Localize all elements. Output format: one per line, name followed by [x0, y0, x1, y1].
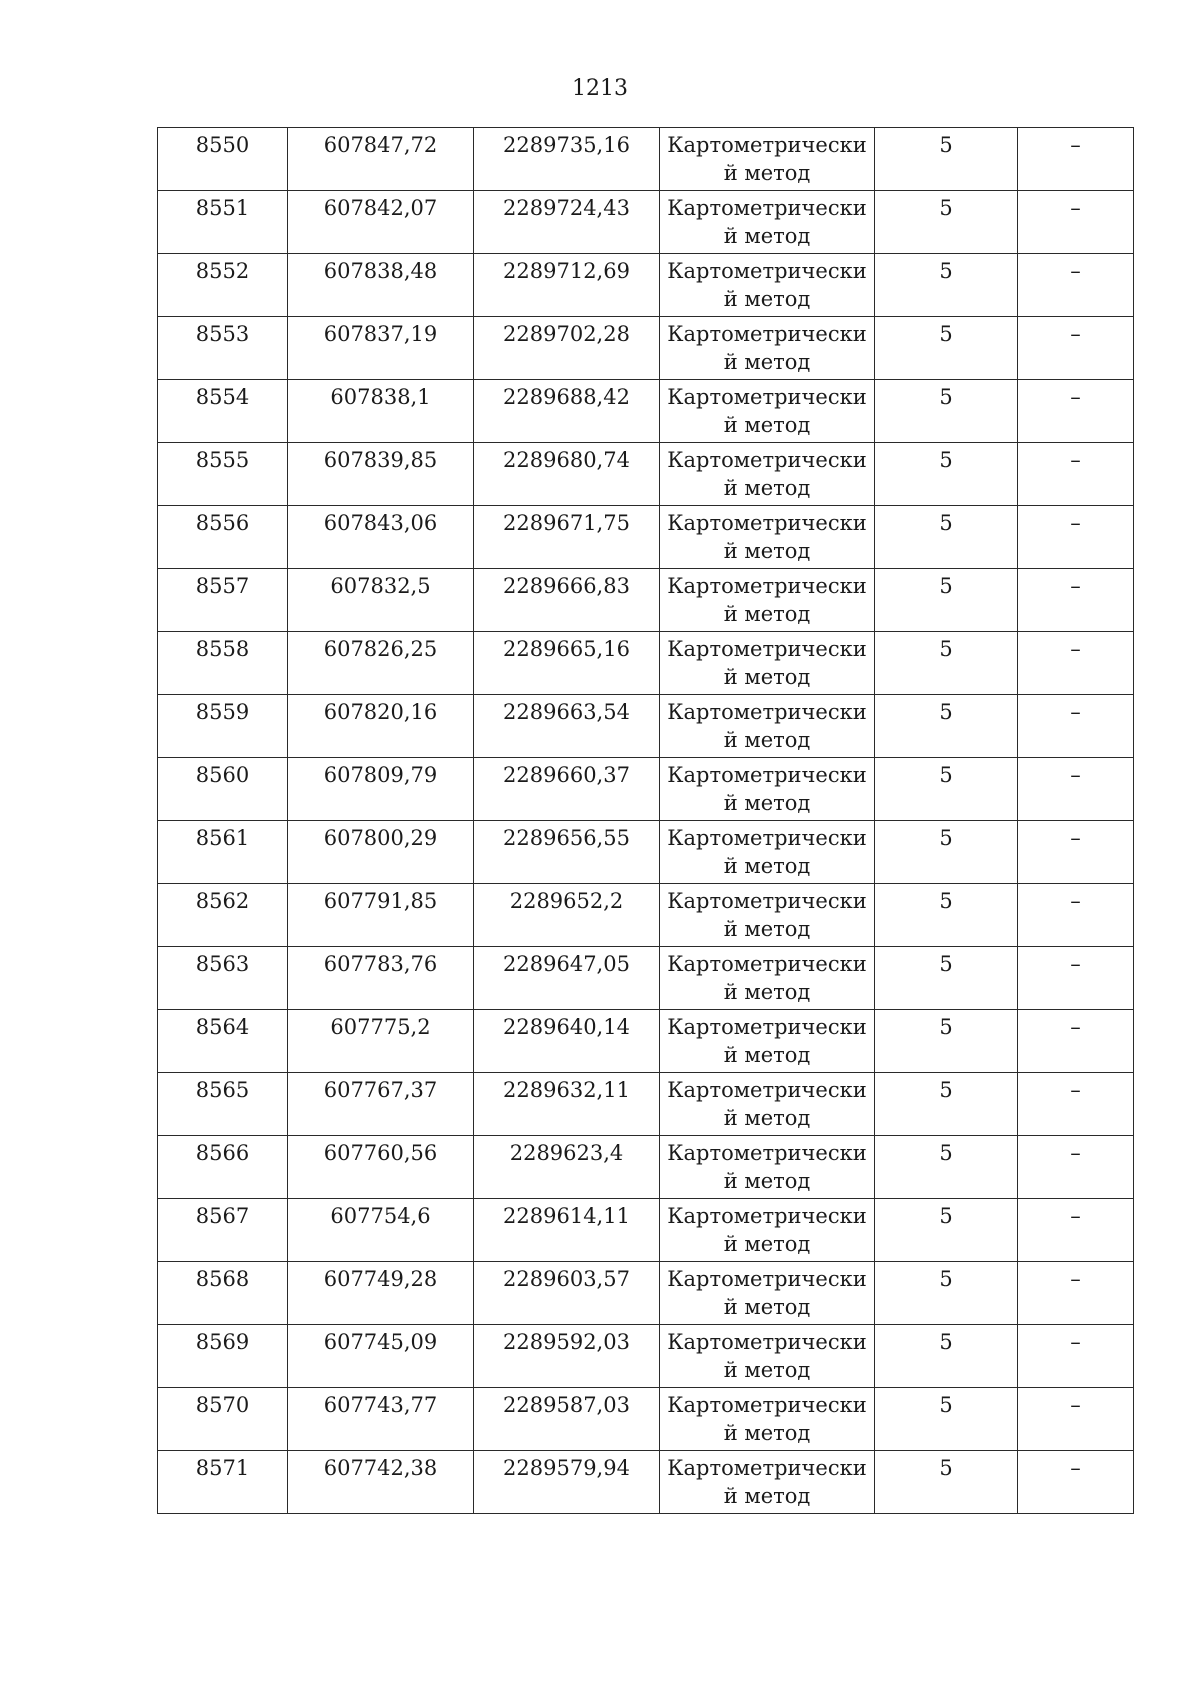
x-coordinate-cell: 607847,72 — [288, 128, 474, 191]
description-cell: – — [1018, 128, 1134, 191]
method-cell: Картометрически й метод — [660, 884, 875, 947]
table-row — [158, 1451, 1134, 1514]
method-cell: Картометрически й метод — [660, 758, 875, 821]
description-cell: – — [1018, 569, 1134, 632]
x-coordinate-cell: 607754,6 — [288, 1199, 474, 1262]
y-coordinate-cell: 2289724,43 — [474, 191, 660, 254]
x-coordinate-cell: 607791,85 — [288, 884, 474, 947]
x-coordinate-cell: 607842,07 — [288, 191, 474, 254]
table-row — [158, 1388, 1134, 1451]
table-row — [158, 884, 1134, 947]
y-coordinate-cell: 2289579,94 — [474, 1451, 660, 1514]
y-coordinate-cell: 2289603,57 — [474, 1262, 660, 1325]
accuracy-cell: 5 — [875, 506, 1018, 569]
table-row — [158, 1325, 1134, 1388]
accuracy-cell: 5 — [875, 1325, 1018, 1388]
point-number-cell: 8566 — [158, 1136, 288, 1199]
point-number-cell: 8556 — [158, 506, 288, 569]
x-coordinate-cell: 607743,77 — [288, 1388, 474, 1451]
x-coordinate-cell: 607809,79 — [288, 758, 474, 821]
y-coordinate-cell: 2289688,42 — [474, 380, 660, 443]
table-row — [158, 128, 1134, 191]
point-number-cell: 8564 — [158, 1010, 288, 1073]
point-number-cell: 8557 — [158, 569, 288, 632]
point-number-cell: 8570 — [158, 1388, 288, 1451]
table-row — [158, 1136, 1134, 1199]
description-cell: – — [1018, 1262, 1134, 1325]
accuracy-cell: 5 — [875, 695, 1018, 758]
table-row — [158, 317, 1134, 380]
method-cell: Картометрически й метод — [660, 1262, 875, 1325]
point-number-cell: 8569 — [158, 1325, 288, 1388]
point-number-cell: 8568 — [158, 1262, 288, 1325]
point-number-cell: 8554 — [158, 380, 288, 443]
method-cell: Картометрически й метод — [660, 380, 875, 443]
description-cell: – — [1018, 947, 1134, 1010]
table-row — [158, 821, 1134, 884]
y-coordinate-cell: 2289623,4 — [474, 1136, 660, 1199]
table-row — [158, 632, 1134, 695]
x-coordinate-cell: 607745,09 — [288, 1325, 474, 1388]
accuracy-cell: 5 — [875, 947, 1018, 1010]
accuracy-cell: 5 — [875, 1388, 1018, 1451]
point-number-cell: 8550 — [158, 128, 288, 191]
y-coordinate-cell: 2289592,03 — [474, 1325, 660, 1388]
x-coordinate-cell: 607826,25 — [288, 632, 474, 695]
table-row — [158, 1073, 1134, 1136]
y-coordinate-cell: 2289671,75 — [474, 506, 660, 569]
x-coordinate-cell: 607820,16 — [288, 695, 474, 758]
method-cell: Картометрически й метод — [660, 1073, 875, 1136]
description-cell: – — [1018, 1073, 1134, 1136]
table-row — [158, 569, 1134, 632]
x-coordinate-cell: 607775,2 — [288, 1010, 474, 1073]
accuracy-cell: 5 — [875, 1010, 1018, 1073]
description-cell: – — [1018, 1010, 1134, 1073]
point-number-cell: 8562 — [158, 884, 288, 947]
y-coordinate-cell: 2289702,28 — [474, 317, 660, 380]
x-coordinate-cell: 607839,85 — [288, 443, 474, 506]
x-coordinate-cell: 607783,76 — [288, 947, 474, 1010]
table-row — [158, 695, 1134, 758]
method-cell: Картометрически й метод — [660, 1451, 875, 1514]
accuracy-cell: 5 — [875, 821, 1018, 884]
description-cell: – — [1018, 191, 1134, 254]
accuracy-cell: 5 — [875, 1451, 1018, 1514]
y-coordinate-cell: 2289660,37 — [474, 758, 660, 821]
table-row — [158, 254, 1134, 317]
table-row — [158, 1010, 1134, 1073]
x-coordinate-cell: 607742,38 — [288, 1451, 474, 1514]
description-cell: – — [1018, 1388, 1134, 1451]
point-number-cell: 8560 — [158, 758, 288, 821]
method-cell: Картометрически й метод — [660, 1388, 875, 1451]
y-coordinate-cell: 2289640,14 — [474, 1010, 660, 1073]
table-row — [158, 947, 1134, 1010]
point-number-cell: 8567 — [158, 1199, 288, 1262]
method-cell: Картометрически й метод — [660, 569, 875, 632]
point-number-cell: 8552 — [158, 254, 288, 317]
point-number-cell: 8561 — [158, 821, 288, 884]
description-cell: – — [1018, 443, 1134, 506]
method-cell: Картометрически й метод — [660, 317, 875, 380]
accuracy-cell: 5 — [875, 758, 1018, 821]
point-number-cell: 8563 — [158, 947, 288, 1010]
y-coordinate-cell: 2289665,16 — [474, 632, 660, 695]
table-row — [158, 1262, 1134, 1325]
coordinates-table — [157, 127, 1134, 1514]
point-number-cell: 8551 — [158, 191, 288, 254]
x-coordinate-cell: 607837,19 — [288, 317, 474, 380]
y-coordinate-cell: 2289656,55 — [474, 821, 660, 884]
point-number-cell: 8555 — [158, 443, 288, 506]
description-cell: – — [1018, 254, 1134, 317]
x-coordinate-cell: 607843,06 — [288, 506, 474, 569]
description-cell: – — [1018, 695, 1134, 758]
x-coordinate-cell: 607832,5 — [288, 569, 474, 632]
y-coordinate-cell: 2289614,11 — [474, 1199, 660, 1262]
accuracy-cell: 5 — [875, 1136, 1018, 1199]
table-row — [158, 380, 1134, 443]
table-row — [158, 758, 1134, 821]
point-number-cell: 8571 — [158, 1451, 288, 1514]
accuracy-cell: 5 — [875, 884, 1018, 947]
description-cell: – — [1018, 821, 1134, 884]
y-coordinate-cell: 2289632,11 — [474, 1073, 660, 1136]
point-number-cell: 8559 — [158, 695, 288, 758]
accuracy-cell: 5 — [875, 317, 1018, 380]
accuracy-cell: 5 — [875, 1262, 1018, 1325]
table-body — [158, 128, 1134, 1514]
description-cell: – — [1018, 1451, 1134, 1514]
method-cell: Картометрически й метод — [660, 821, 875, 884]
method-cell: Картометрически й метод — [660, 695, 875, 758]
accuracy-cell: 5 — [875, 632, 1018, 695]
method-cell: Картометрически й метод — [660, 443, 875, 506]
method-cell: Картометрически й метод — [660, 632, 875, 695]
description-cell: – — [1018, 632, 1134, 695]
description-cell: – — [1018, 1136, 1134, 1199]
description-cell: – — [1018, 1199, 1134, 1262]
method-cell: Картометрически й метод — [660, 947, 875, 1010]
point-number-cell: 8553 — [158, 317, 288, 380]
table-row — [158, 506, 1134, 569]
table-row — [158, 443, 1134, 506]
y-coordinate-cell: 2289652,2 — [474, 884, 660, 947]
y-coordinate-cell: 2289712,69 — [474, 254, 660, 317]
accuracy-cell: 5 — [875, 1073, 1018, 1136]
y-coordinate-cell: 2289663,54 — [474, 695, 660, 758]
description-cell: – — [1018, 317, 1134, 380]
description-cell: – — [1018, 758, 1134, 821]
method-cell: Картометрически й метод — [660, 128, 875, 191]
page-number: 1213 — [572, 76, 628, 101]
y-coordinate-cell: 2289735,16 — [474, 128, 660, 191]
accuracy-cell: 5 — [875, 128, 1018, 191]
x-coordinate-cell: 607838,1 — [288, 380, 474, 443]
method-cell: Картометрически й метод — [660, 1325, 875, 1388]
table-row — [158, 1199, 1134, 1262]
y-coordinate-cell: 2289680,74 — [474, 443, 660, 506]
method-cell: Картометрически й метод — [660, 506, 875, 569]
y-coordinate-cell: 2289666,83 — [474, 569, 660, 632]
point-number-cell: 8565 — [158, 1073, 288, 1136]
description-cell: – — [1018, 1325, 1134, 1388]
accuracy-cell: 5 — [875, 254, 1018, 317]
accuracy-cell: 5 — [875, 569, 1018, 632]
method-cell: Картометрически й метод — [660, 1010, 875, 1073]
y-coordinate-cell: 2289647,05 — [474, 947, 660, 1010]
method-cell: Картометрически й метод — [660, 254, 875, 317]
accuracy-cell: 5 — [875, 191, 1018, 254]
description-cell: – — [1018, 506, 1134, 569]
method-cell: Картометрически й метод — [660, 1136, 875, 1199]
x-coordinate-cell: 607760,56 — [288, 1136, 474, 1199]
accuracy-cell: 5 — [875, 380, 1018, 443]
description-cell: – — [1018, 884, 1134, 947]
x-coordinate-cell: 607749,28 — [288, 1262, 474, 1325]
x-coordinate-cell: 607767,37 — [288, 1073, 474, 1136]
method-cell: Картометрически й метод — [660, 1199, 875, 1262]
y-coordinate-cell: 2289587,03 — [474, 1388, 660, 1451]
method-cell: Картометрически й метод — [660, 191, 875, 254]
x-coordinate-cell: 607800,29 — [288, 821, 474, 884]
x-coordinate-cell: 607838,48 — [288, 254, 474, 317]
accuracy-cell: 5 — [875, 1199, 1018, 1262]
description-cell: – — [1018, 380, 1134, 443]
point-number-cell: 8558 — [158, 632, 288, 695]
accuracy-cell: 5 — [875, 443, 1018, 506]
table-row — [158, 191, 1134, 254]
